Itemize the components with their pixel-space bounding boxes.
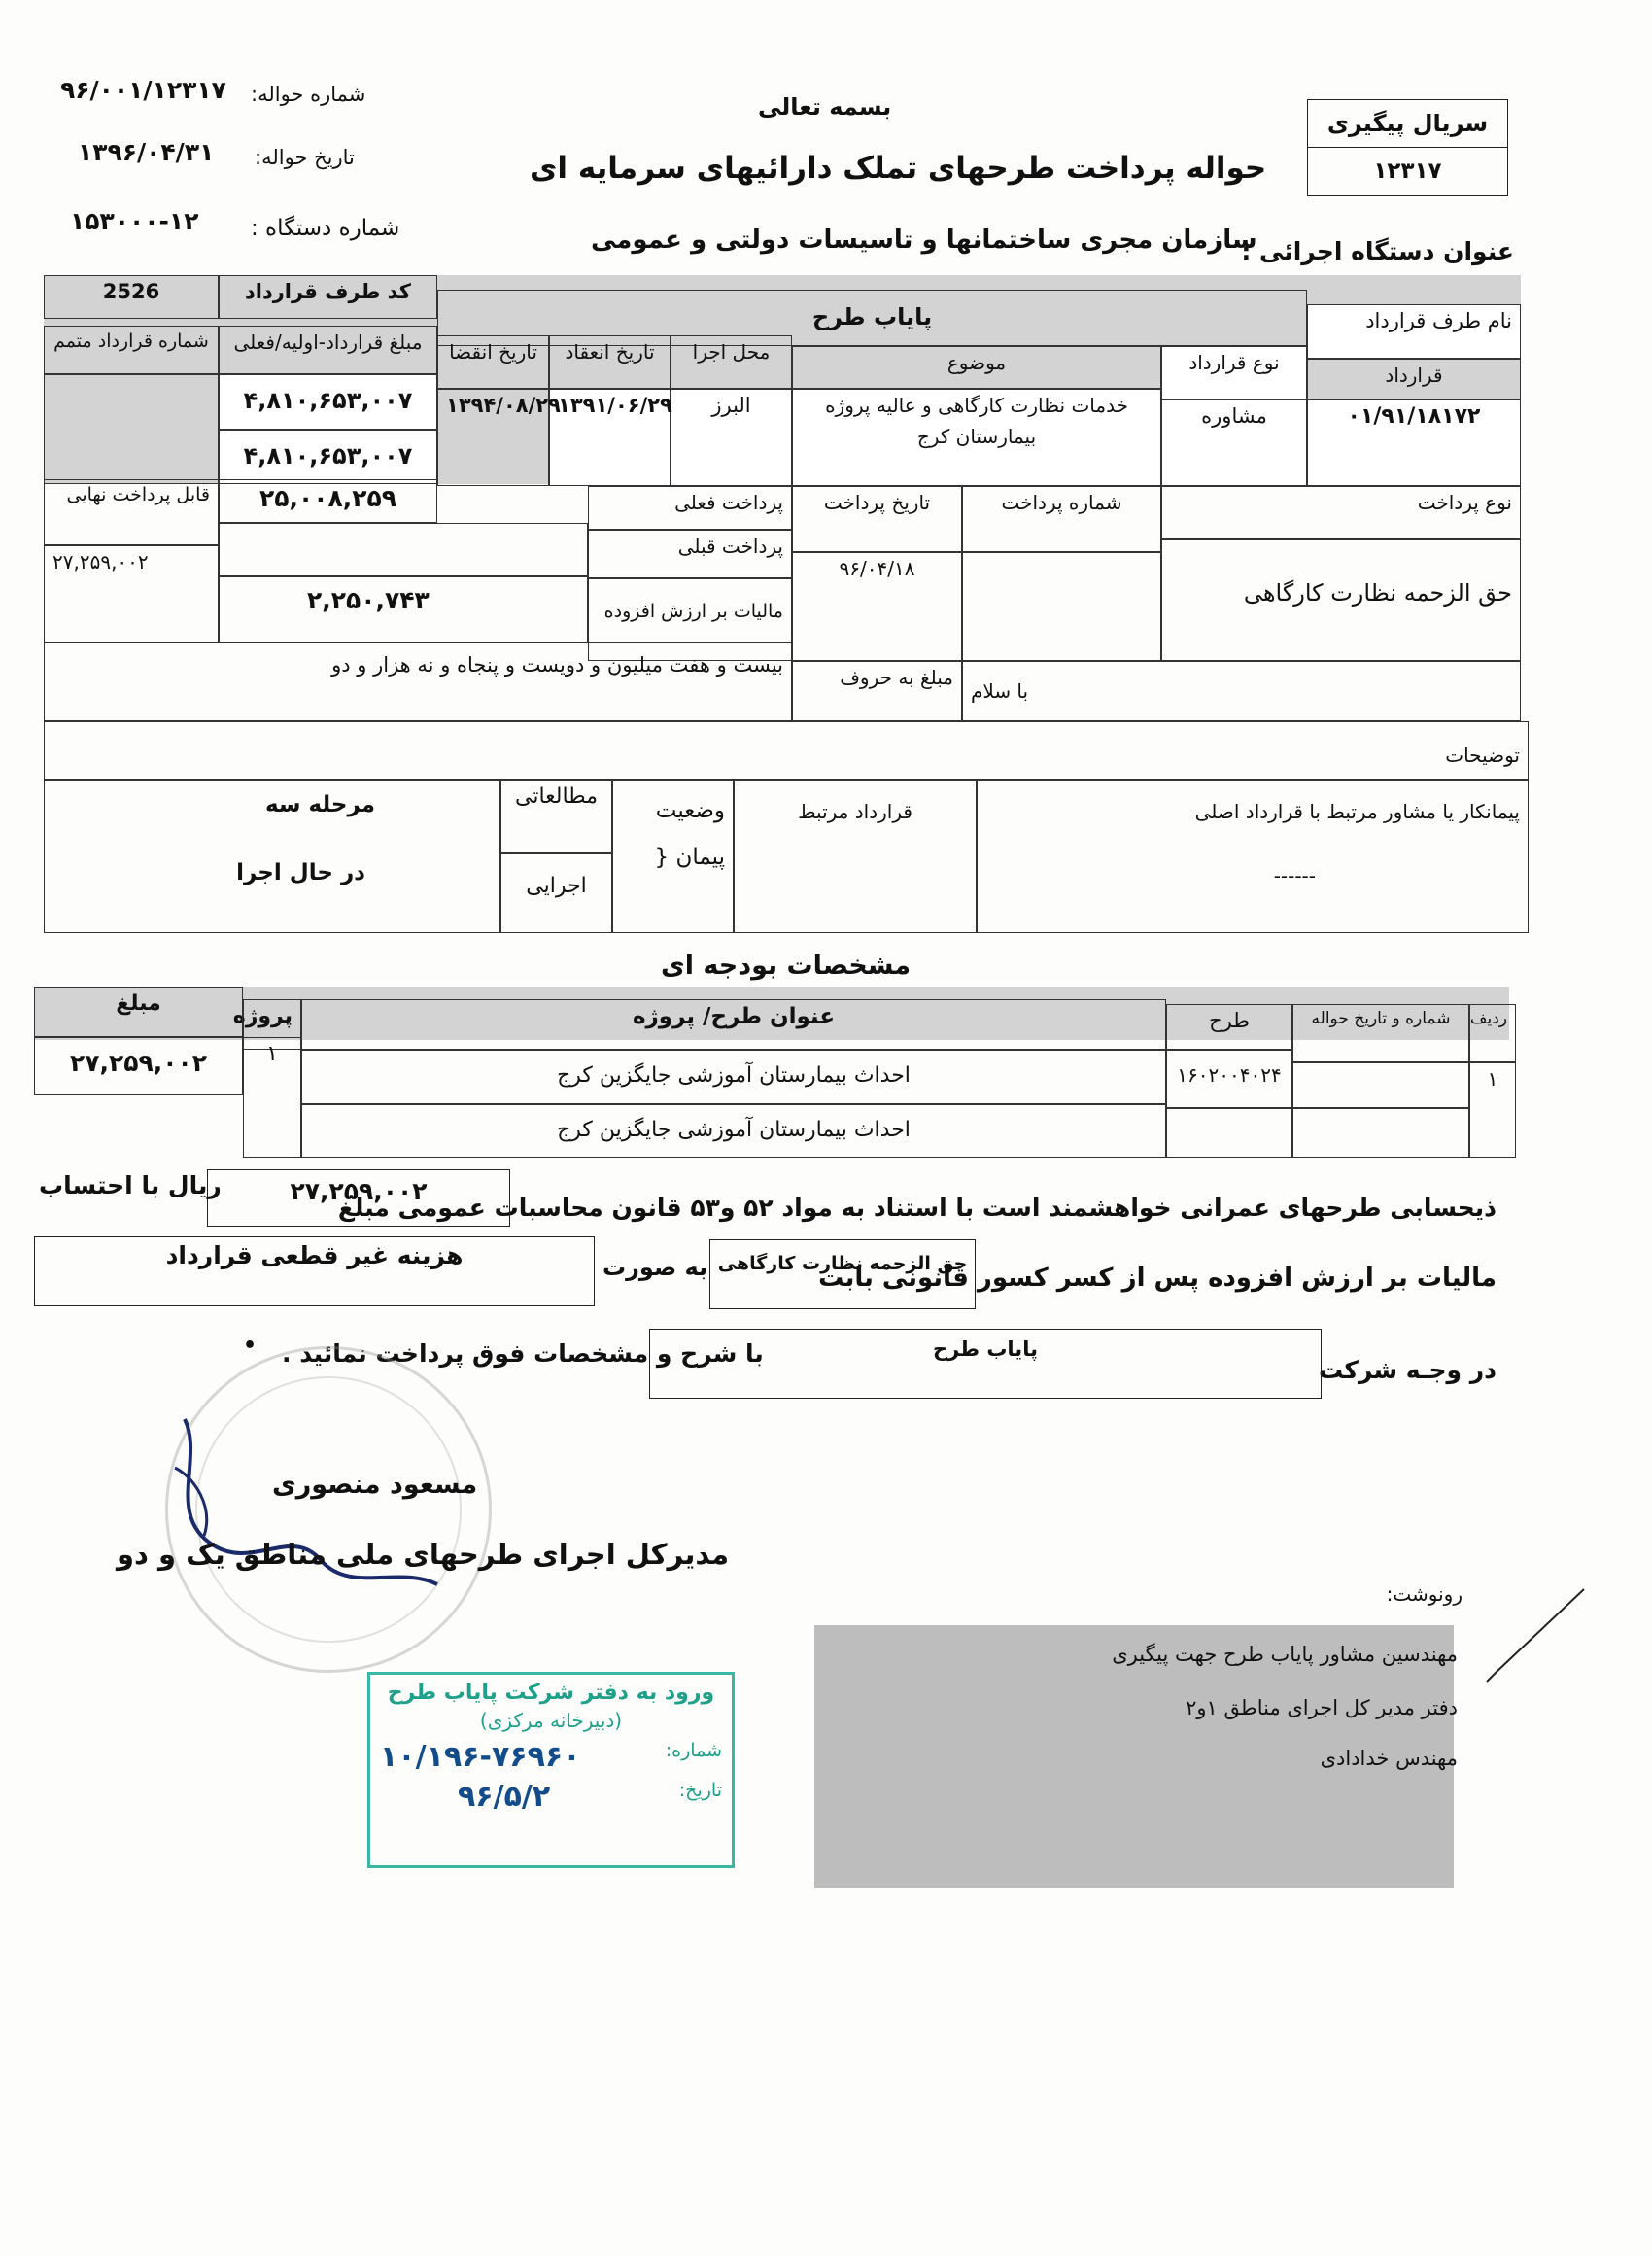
receipt-date-row [370,1780,732,1814]
final-payable-value: ۲۷,۲۵۹,۰۰۲ [44,545,219,642]
tracking-serial-label: سریال پیگیری [1308,100,1507,148]
party-name-label-cell [1307,304,1521,359]
col-subject: موضوع [792,346,1161,389]
cc-slash-mark [1477,1584,1594,1691]
tracking-serial-value: ۱۲۳۱۷ [1373,158,1442,184]
col-contract-type: نوع قرارداد [1161,346,1307,399]
budget-project-number: ۱ [243,1037,301,1158]
col-amount: مبلغ [34,987,243,1037]
budget-ref-2 [1292,1108,1469,1158]
contract-status: پیمان { [654,845,725,870]
cc-label: رونوشت: [1386,1582,1463,1606]
tracking-serial-box [1307,99,1508,196]
contractor-value: ------ [1273,864,1316,887]
status-label: وضعیت [655,798,725,823]
current-payment-label: پرداخت فعلی [588,486,792,530]
device-number-value: ۱۵۳۰۰۰-۱۲ [70,207,199,235]
instruction-reason-box: حق الزحمه نظارت کارگاهی [709,1239,976,1309]
page-title: حواله پرداخت طرحهای تملک دارائیهای سرمایه ای [530,151,1267,186]
payment-date-value: ۹۶/۰۴/۱۸ [792,552,962,661]
vat-label: مالیات بر ارزش افزوده [588,578,792,661]
contractor-label: پیمانکار یا مشاور مرتبط با قرارداد اصلی [1194,800,1520,823]
payment-type-value: حق الزحمه نظارت کارگاهی [1161,539,1521,661]
contract-amount-current: ۴,۸۱۰,۶۵۳,۰۰۷ [219,430,437,484]
exec-label: اجرایی [500,853,612,933]
col-row: ردیف [1469,1004,1516,1062]
col-plan: طرح [1166,1004,1292,1050]
budget-row-number: ۱ [1469,1062,1516,1158]
stage-cell [44,780,500,933]
contract-subject-line1: خدمات نظارت کارگاهی و عالیه پروژه [825,394,1128,417]
amount-words: بیست و هفت میلیون و دویست و پنجاه و نه هزار و دو [44,642,792,721]
status-cell [612,780,734,933]
cc-line3: مهندس خدادادی [1320,1747,1458,1770]
instruction-line3-tail: با شرح و مشخصات فوق پرداخت نمائید . [282,1339,764,1368]
contractor-cell [977,780,1529,933]
budget-title: مشخصات بودجه ای [661,951,912,981]
budget-plan-number: ۱۶۰۲۰۰۴۰۲۴ [1166,1050,1292,1108]
instruction-line2: مالیات بر ارزش افزوده پس از کسر کسور قانونی بابت [818,1264,1497,1293]
payment-number-label: شماره پرداخت [962,486,1161,552]
col-ref: شماره و تاریخ حواله [1292,1004,1469,1062]
instruction-company-box: پایاب طرح [649,1329,1322,1399]
contract-subject-line2: بیمارستان کرج [916,425,1037,448]
instruction-line1-tail: ریال با احتساب [39,1171,222,1199]
receipt-stamp-line1: ورود به دفتر شرکت پایاب طرح [387,1681,715,1705]
col-project: پروژه [243,999,301,1050]
contract-location: البرز [671,389,792,486]
party-code-label: کد طرف قرارداد [219,275,437,319]
contract-type: مشاوره [1161,399,1307,486]
draft-date-value: ۱۳۹۶/۰۴/۳۱ [78,138,215,166]
notes: توضیحات [44,721,1529,780]
contract-subject [792,389,1161,486]
receipt-number-label: شماره: [665,1740,722,1761]
bismillah: بسمه تعالی [758,93,892,121]
budget-title-1: احداث بیمارستان آموزشی جایگزین کرج [301,1050,1166,1104]
supplement-cell [44,374,219,484]
col-amount: مبلغ قرارداد-اولیه/فعلی [219,326,437,374]
draft-number-label: شماره حواله: [251,83,366,106]
col-supplement: شماره قرارداد متمم [44,326,219,374]
instruction-line1: ذیحسابی طرحهای عمرانی خواهشمند است با استناد به مواد ۵۲ و۵۳ قانون محاسبات عمومی مبلغ [337,1194,1497,1222]
instruction-mode-box: هزینه غیر قطعی قرارداد [34,1236,595,1306]
stage-value: در حال اجرا [236,860,365,885]
receipt-stamp-line2: (دبیرخانه مرکزی) [479,1709,623,1732]
final-payable-label: قابل پرداخت نهایی [44,479,219,545]
instruction-line2-mid: به صورت [602,1254,708,1281]
signature-scribble [146,1400,476,1623]
col-location: محل اجرا [671,335,792,389]
budget-amount: ۲۷,۲۵۹,۰۰۲ [34,1037,243,1095]
party-code-value: 2526 [44,275,219,319]
previous-payment-value [219,523,588,576]
cc-line1: مهندسین مشاور پایاب طرح جهت پیگیری [1112,1643,1458,1666]
draft-date-label: تاریخ حواله: [255,146,355,169]
greeting: با سلام [962,661,1521,721]
study-label: مطالعاتی [500,780,612,853]
stage-label: مرحله سه [264,792,375,817]
related-contract-label: قرارداد مرتبط [734,780,977,933]
payment-type-label: نوع پرداخت [1161,486,1521,539]
col-contract: قرارداد [1307,359,1521,399]
agency-name: سازمان مجری ساختمانها و تاسیسات دولتی و عمومی [591,226,1257,255]
vat-value: ۲,۲۵۰,۷۴۳ [219,576,588,642]
payment-number-value [962,552,1161,661]
payment-date-label: تاریخ پرداخت [792,486,962,552]
contract-amount-initial: ۴,۸۱۰,۶۵۳,۰۰۷ [219,374,437,430]
instruction-amount-box: ۲۷,۲۵۹,۰۰۲ [207,1169,510,1227]
contract-signed: ۱۳۹۱/۰۶/۲۹ [549,389,671,486]
device-number-label: شماره دستگاه : [251,216,400,241]
party-name-value: پایاب طرح [437,290,1307,346]
instruction-bullet: • [243,1334,258,1358]
receipt-number-value: ۱۰/۱۹۶-۷۶۹۶۰ [380,1740,581,1774]
receipt-date-label: تاریخ: [678,1780,722,1801]
receipt-date-value: ۹۶/۵/۲ [458,1780,551,1814]
contract-number: ۰۱/۹۱/۱۸۱۷۲ [1307,399,1521,486]
receipt-number-row [370,1740,732,1774]
previous-payment-label: پرداخت قبلی [588,530,792,578]
signatory-title: مدیرکل اجرای طرحهای ملی مناطق یک و دو [117,1538,730,1571]
amount-words-label: مبلغ به حروف [792,661,962,721]
budget-title-2: احداث بیمارستان آموزشی جایگزین کرج [301,1104,1166,1158]
receipt-stamp [367,1672,735,1868]
draft-number-value: ۹۶/۰۰۱/۱۲۳۱۷ [60,76,226,104]
col-expiry: تاریخ انقضا [437,335,549,389]
col-signed: تاریخ انعقاد [549,335,671,389]
budget-plan-2 [1166,1108,1292,1158]
col-title: عنوان طرح/ پروژه [301,999,1166,1050]
contract-expiry: ۱۳۹۴/۰۸/۲۹ [437,389,549,486]
budget-ref-1 [1292,1062,1469,1108]
instruction-line3: در وجـه شرکت [1318,1356,1497,1384]
cc-line2: دفتر مدیر کل اجرای مناطق ۱و۲ [1186,1696,1458,1719]
agency-label: عنوان دستگاه اجرائی : [1241,237,1514,265]
signatory-name: مسعود منصوری [272,1470,478,1500]
current-payment-value: ۲۵,۰۰۸,۲۵۹ [219,479,437,523]
party-name-label: نام طرف قرارداد [1365,309,1512,332]
